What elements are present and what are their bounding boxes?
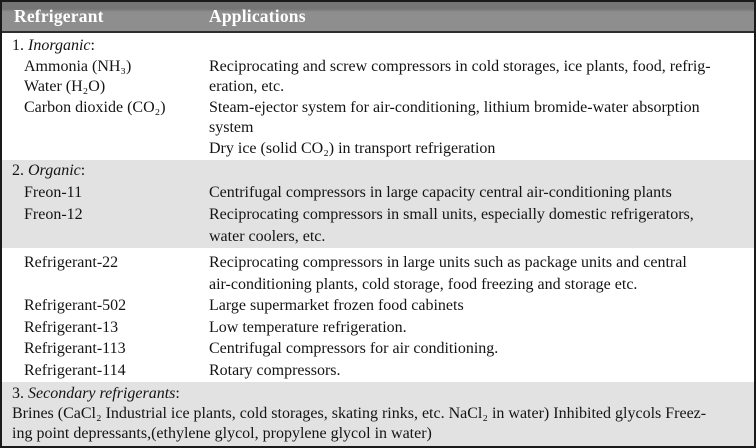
application-text: Reciprocating compressors in small units, especially domestic refrigerators, xyxy=(209,206,694,223)
refrigerant-name: Refrigerant-22 xyxy=(24,254,119,271)
refrigerant-name: Refrigerant-502 xyxy=(24,297,127,314)
refrigerant-name: Freon-12 xyxy=(24,206,83,223)
refrigerant-name: Water (H₂O) xyxy=(24,78,106,95)
section-organic xyxy=(2,160,754,248)
application-text: Dry ice (solid CO₂) in transport refrigeration xyxy=(209,139,496,157)
secondary-refrigerants-text: ing point depressants,(ethylene glycol, propylene glycol in water) xyxy=(12,425,432,442)
empty-line xyxy=(24,274,209,296)
section-heading xyxy=(2,160,754,182)
application-text: Low temperature refrigeration. xyxy=(209,318,407,336)
refrigerant-name: Ammonia (NH₃) xyxy=(24,57,132,75)
applications-column xyxy=(209,57,754,160)
section-heading xyxy=(2,384,754,404)
application-text: eration, etc. xyxy=(209,78,285,95)
refrigerant-column xyxy=(2,252,209,381)
section-heading xyxy=(2,36,754,57)
refrigerant-name: Refrigerant-113 xyxy=(24,340,126,357)
column-header-refrigerant: Refrigerant xyxy=(14,6,104,26)
application-text: water coolers, etc. xyxy=(209,228,326,245)
secondary-refrigerants-text: Brines (CaCl₂ Industrial ice plants, cold storages, skating rinks, etc. NaCl₂ in water) Inhibited glycols Freez- xyxy=(12,405,707,422)
applications-column xyxy=(209,182,754,248)
refrigerant-column xyxy=(2,57,209,160)
section-colon: : xyxy=(80,162,86,179)
application-text: Reciprocating and screw compressors in cold storages, ice plants, food, refrig- xyxy=(209,57,711,75)
applications-column xyxy=(209,252,754,381)
refrigerant-name: Refrigerant-13 xyxy=(24,318,119,336)
section-number: 3. xyxy=(12,385,24,402)
section-title: Organic xyxy=(28,162,81,179)
section-inorganic xyxy=(2,33,754,160)
section-columns xyxy=(2,252,754,381)
section-columns xyxy=(2,57,754,160)
section-number: 2. xyxy=(12,162,24,179)
section-refrigerant-numbers xyxy=(2,248,754,382)
section-colon: : xyxy=(175,385,180,402)
section-title: Inorganic xyxy=(28,37,91,54)
application-text: Centrifugal compressors for air conditioning. xyxy=(209,340,499,357)
table-header-row xyxy=(2,2,754,33)
application-text: system xyxy=(209,119,254,136)
application-text: Large supermarket frozen food cabinets xyxy=(209,297,464,314)
column-header-applications: Applications xyxy=(209,6,306,26)
refrigerant-name: Refrigerant-114 xyxy=(24,361,126,379)
section-secondary-refrigerants xyxy=(2,382,754,446)
refrigerant-name: Carbon dioxide (CO₂) xyxy=(24,98,166,116)
section-colon: : xyxy=(90,37,95,54)
section-columns xyxy=(2,182,754,248)
application-text: Steam-ejector system for air-conditioning, lithium bromide-water absorption xyxy=(209,98,700,116)
section-title: Secondary refrigerants xyxy=(28,385,176,402)
refrigerant-name: Freon-11 xyxy=(24,184,83,201)
application-text: air-conditioning plants, cold storage, food freezing and storage etc. xyxy=(209,275,638,293)
refrigerant-column xyxy=(2,182,209,248)
application-text: Rotary compressors. xyxy=(209,361,341,379)
section-number: 1. xyxy=(12,37,24,54)
application-text: Centrifugal compressors in large capacity central air-conditioning plants xyxy=(209,184,672,201)
application-text: Reciprocating compressors in large units such as package units and central xyxy=(209,254,687,271)
